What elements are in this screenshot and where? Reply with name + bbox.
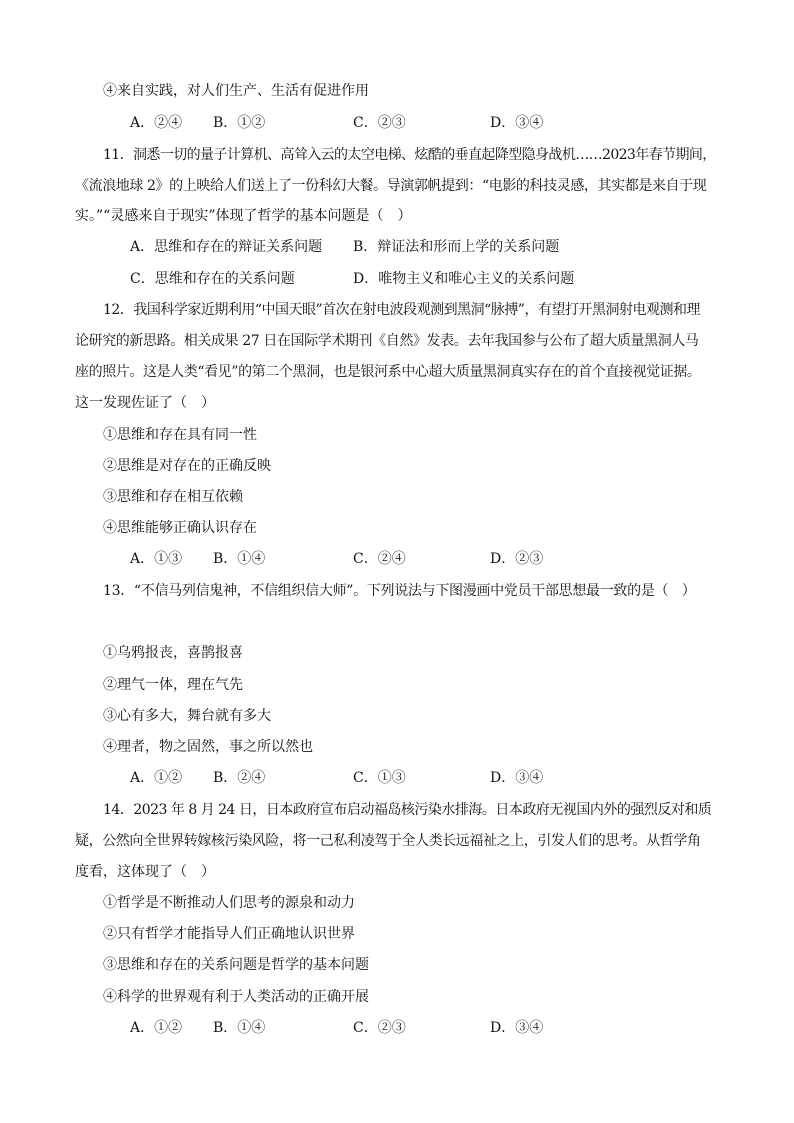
question-text-line: 13．“不信马列信鬼神，不信组织信大师”。下列说法与下图漫画中党员干部思想最一致的是（ ） <box>103 583 696 599</box>
question-text-line: 这一发现佐证了（ ） <box>75 395 215 411</box>
statement-2: ②只有哲学才能指导人们正确地认识世界 <box>103 926 355 942</box>
question-text-line: 11．洞悉一切的量子计算机、高耸入云的太空电梯、炫酷的垂直起降型隐身战机……2023年春节期间， <box>103 147 716 163</box>
question-text-line: 度看，这体现了（ ） <box>75 864 215 880</box>
question-text-line: 14．2023 年 8 月 24 日，日本政府宣布启动福岛核污染水排海。日本政府无视国内外的强烈反对和质 <box>103 802 712 818</box>
statement-1: ①思维和存在具有同一性 <box>103 427 257 443</box>
statement-2: ②思维是对存在的正确反映 <box>103 458 271 474</box>
answer-a[interactable]: A．①② <box>130 1020 183 1036</box>
answer-d[interactable]: D．③④ <box>490 115 544 131</box>
statement-4: ④科学的世界观有利于人类活动的正确开展 <box>103 989 369 1005</box>
answer-c[interactable]: C．思维和存在的关系问题 <box>130 271 295 287</box>
q10-statement-4: ④来自实践，对人们生产、生活有促进作用 <box>103 83 369 99</box>
statement-4: ④理者，物之固然，事之所以然也 <box>103 739 313 755</box>
answer-a[interactable]: A．②④ <box>130 115 183 131</box>
answer-b[interactable]: B．②④ <box>213 770 266 786</box>
answer-a[interactable]: A．①② <box>130 770 183 786</box>
answer-a[interactable]: A．①③ <box>130 551 183 567</box>
answer-c[interactable]: C．②④ <box>353 551 406 567</box>
answer-d[interactable]: D．③④ <box>490 770 544 786</box>
answer-b[interactable]: B．①④ <box>213 1020 266 1036</box>
question-text-line: 12．我国科学家近期利用“中国天眼”首次在射电波段观测到黑洞“脉搏”，有望打开黑洞射电观测和理 <box>103 302 700 318</box>
answer-b[interactable]: B．辩证法和形而上学的关系问题 <box>353 239 560 255</box>
answer-d[interactable]: D．②③ <box>490 551 544 567</box>
statement-3: ③思维和存在的关系问题是哲学的基本问题 <box>103 957 369 973</box>
answer-c[interactable]: C．②③ <box>353 115 406 131</box>
answer-c[interactable]: C．①③ <box>353 770 406 786</box>
answer-d[interactable]: D．③④ <box>490 1020 544 1036</box>
statement-3: ③心有多大，舞台就有多大 <box>103 708 271 724</box>
question-text-line: 《流浪地球 2》的上映给人们送上了一份科幻大餐。导演郭帆提到：“电影的科技灵感，其实都是来自于现 <box>75 178 707 194</box>
question-text-line: 实。”“灵感来自于现实”体现了哲学的基本问题是（ ） <box>75 208 412 224</box>
answer-b[interactable]: B．①② <box>213 115 266 131</box>
statement-2: ②理气一体，理在气先 <box>103 677 243 693</box>
answer-c[interactable]: C．②③ <box>353 1020 406 1036</box>
question-text-line: 座的照片。这是人类“看见”的第二个黑洞，也是银河系中心超大质量黑洞真实存在的首个直接视觉证据。 <box>75 364 701 380</box>
statement-1: ①哲学是不断推动人们思考的源泉和动力 <box>103 895 355 911</box>
statement-1: ①乌鸦报丧，喜鹊报喜 <box>103 645 243 661</box>
statement-3: ③思维和存在相互依赖 <box>103 489 243 505</box>
question-text-line: 论研究的新思路。相关成果 27 日在国际学术期刊《自然》发表。去年我国参与公布了超大质量黑洞人马 <box>75 333 699 349</box>
question-text-line: 疑，公然向全世界转嫁核污染风险，将一己私利凌驾于全人类长远福祉之上，引发人们的思考。从哲学角 <box>75 833 701 849</box>
answer-a[interactable]: A．思维和存在的辩证关系问题 <box>130 239 323 255</box>
answer-d[interactable]: D．唯物主义和唯心主义的关系问题 <box>353 271 575 287</box>
statement-4: ④思维能够正确认识存在 <box>103 520 257 536</box>
answer-b[interactable]: B．①④ <box>213 551 266 567</box>
